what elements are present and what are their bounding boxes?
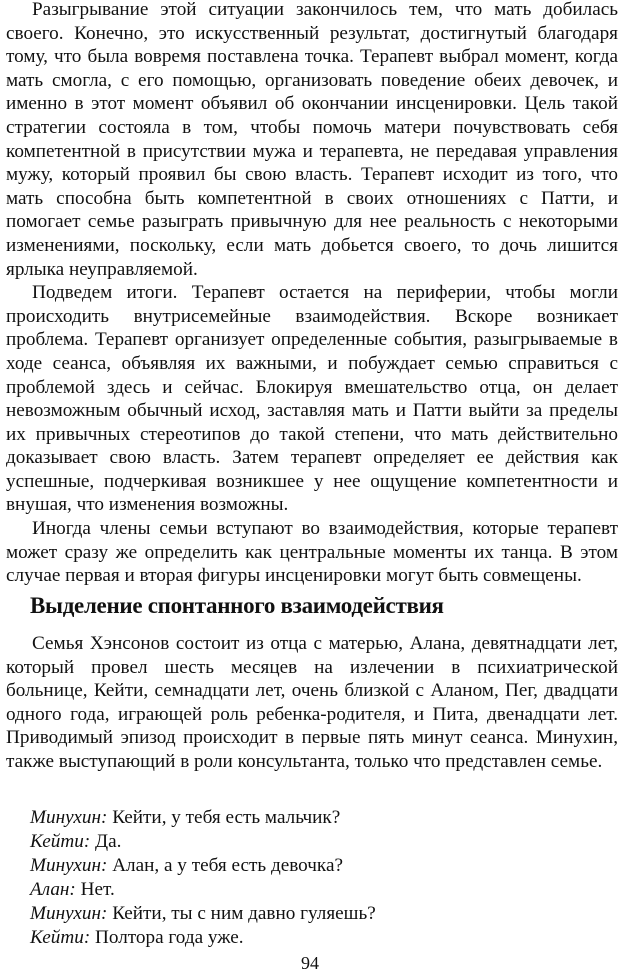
dialogue-text: Полтора года уже. [95,927,244,948]
speaker-name: Минухин: [30,807,108,828]
dialogue-text: Нет. [80,879,115,900]
speaker-name: Минухин: [30,903,108,924]
paragraph-2: Подведем итоги. Терапевт остается на периферии, чтобы могли происходить внутрисемейные взаимодействия. Вскоре возникает проблема. Терапевт организует определенные события, разыгрываемые в ходе сеанса, объявляя их важными, и побуждает семью справиться с проблемой здесь и сейчас. Блокируя вмешательство отца, он делает невозможным обычный исход, заставляя мать и Патти выйти за пределы их привычных стереотипов до такой степени, что мать действительно доказывает свою власть. Затем терапевт определяет ее действия как успешные, подчеркивая возникшее у нее ощущение компетентности и внушая, что изменения возможны. [6,282,618,516]
dialogue-line [30,830,610,854]
dialogue-block [30,806,610,950]
dialogue-text: Да. [95,831,122,852]
dialogue-line [30,926,610,950]
dialogue-line [30,902,610,926]
page-number: 94 [301,953,319,973]
speaker-name: Кейти: [30,831,91,852]
paragraph-1: Разыгрывание этой ситуации закончилось тем, что мать добилась своего. Конечно, это искусственный результат, достигнутый благодаря тому, что была вовремя поставлена точка. Терапевт выбрал момент, когда мать смогла, с его помощью, организовать поведение обеих девочек, и именно в этот момент объявил об окончании инсценировки. Цель такой стратегии состояла в том, чтобы помочь матери почувствовать себя компетентной в присутствии мужа и терапевта, не передавая управления мужу, который проявил бы свою власть. Терапевт исходит из того, что мать способна быть компетентной в своих отношениях с Патти, и помогает семье разыграть привычную для нее реальность с некоторыми изменениями, поскольку, если мать добьется своего, то дочь лишится ярлыка неуправляемой. [6,0,618,280]
speaker-name: Кейти: [30,927,91,948]
dialogue-line [30,806,610,830]
dialogue-text: Кейти, у тебя есть мальчик? [112,807,341,828]
section-paragraph: Семья Хэнсонов состоит из отца с матерью, Алана, девятнадцати лет, который провел шесть месяцев на излечении в психиатрической больнице, Кейти, семнадцати лет, очень близкой с Аланом, Пег, двадцати одного года, играющей роль ребенка-родителя, и Пита, двенадцати лет. Приводимый эпизод происходит в первые пять минут сеанса. Минухин, также выступающий в роли консультанта, только что представлен семье. [6,633,618,772]
dialogue-line [30,878,610,902]
dialogue-line [30,854,610,878]
dialogue-text: Алан, а у тебя есть девочка? [112,855,343,876]
body-text-top [6,0,618,588]
body-text-section [6,632,618,774]
paragraph-3: Иногда члены семьи вступают во взаимодействия, которые терапевт может сразу же определить как центральные моменты их танца. В этом случае первая и вторая фигуры инсценировки могут быть совмещены. [6,518,618,587]
section-heading: Выделение спонтанного взаимодействия [30,593,444,618]
speaker-name: Алан: [30,879,76,900]
dialogue-text: Кейти, ты с ним давно гуляешь? [112,903,376,924]
speaker-name: Минухин: [30,855,108,876]
